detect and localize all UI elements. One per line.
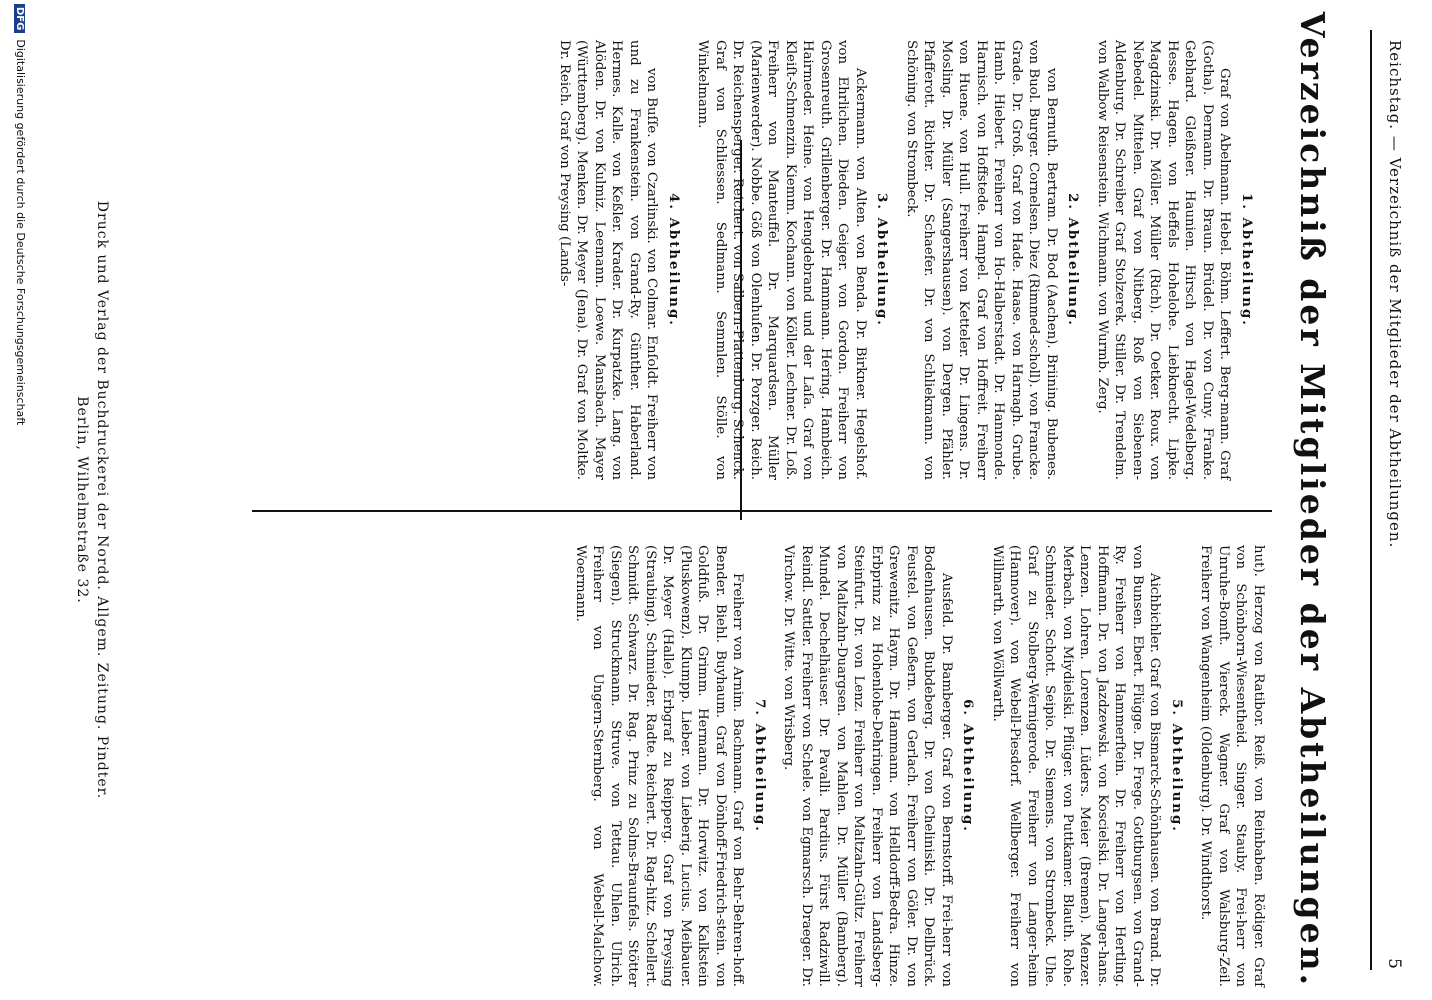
page-title: Verzeichniß der Mitglieder der Abtheilungen.	[1293, 11, 1332, 989]
section-members: von Bernuth. Bertram. Dr. Bod (Aachen). Briining. Bubenes. von Buol. Burger. Cornelsen. Diez (Rimmed-scholl). von Francke. Grade. Dr. Groß. Graf von Hade. Haase. von Harnagh. Grube. Hamb. Hiebert. Freiherr von Ho-Halberstadt. Dr. Hanmonde. Harnisch. von Hoffstede. Hampel. Graf von Hoffreit. Freiherr von Huene. von Hull. Freiherr von Ketteler. Dr. Lingens. Dr. Mosling. Dr. Müller (Sangershausen). von Dergen. Pfähler. Pfafferott. Richter. Dr. Schaefer. Dr. von Schliekmann. von Schöning. von Strombeck.	[904, 40, 1059, 480]
section-members: von Buſſe. von Czarlinski. von Colmar. Enſoldt. Freiherr von und zu Frankenstein. von Grand-Ry. Günther. Haberland. Hermes. Kalle. von Keßler. Krader. Dr. Kurpatzke. Lang. von Alöden. Dr. von Kulmiz. Leemann. Loewe. Mansbach. Mayer (Württemberg). Menken. Dr. Meyer (Jena). Dr. Graf von Moltke. Dr. Reich. Graf von Preysing (Lands-	[557, 40, 660, 480]
right-column	[572, 545, 1268, 987]
running-header	[1380, 40, 1410, 970]
section-heading: 3. Abtheilung.	[874, 193, 890, 327]
dfg-logo: DFG	[14, 4, 25, 33]
section-members: Freiherr von Arnim. Bachmann. Graf von Behr-Behren-hoff. Bender. Biehl. Buyhaum. Graf von Dönhoff-Friedrich-stein. von Goldfuß. Dr. Grimm. Hermann. Dr. Horwitz. von Kalkstein (Pluskowenz). Klumpp. Lieber. von Lieberig. Lucius. Meibauer. Dr. Meyer (Halle). Erbgraf zu Reipperg. Graf von Preysing (Straubing). Schmieder. Radte. Reichert. Dr. Rag-hitz. Schellert. Schmidt. Schwarz. Dr. Rag. Prinz zu Solms-Braunfels. Stötter (Siegen). Struckmann. Struve. von Tettau. Uhlen. Ulrich. Freiherr von Ungern-Sternberg. von Webell-Malchow. Woermann.	[573, 545, 746, 987]
section-heading: 2. Abtheilung.	[1065, 193, 1081, 327]
section-members: Ackermann. von Alten. von Benda. Dr. Birkner. Hegelshof. von Ehrlichen. Dieden. Geiger. von Gordon. Freiherr von Grosenreuth. Grillenberger. Dr. Hammann. Hering. Hambeich. Hairmeder. Heine. von Hengdebrand und der Laſa. Graf von Kleiſt-Schmenzin. Kiemm. Kochann. von Köller. Lechner. Dr. Loß. Freiherr von Manteuffel. Dr. Marquardsen. Müller (Marienwerder). Nobbe. Göß von Olenhuſen. Dr. Porzger. Reich. Dr. Reichensperger. Reichert. von Salbern-Plattenburg. Schenck. Graf von Schliessen. Sedlmann. Semmlen. Stölle. von Winkelmann.	[695, 40, 868, 480]
section-heading: 4. Abtheilung.	[666, 193, 681, 327]
section-members: Ausfeld. Dr. Bamberger. Graf von Bernstorff. Frei-herr von Bodenhausen. Bubdeberg. Dr. von Cheliniski. Dr. Dellbrück. Feustel. von Geßern. von Gerlach. Freiherr von Göler. Dr. von Grewenitz. Haym. Dr. Hammann. von Helldorff-Bedra. Hinze. Erbprinz zu Hohenlohe-Dehringen. Freiherr von Landsberg-Steinfurt. Dr. von Lenz. Freiherr von Maltzahn-Gültz. Freiherr von Maltzahn-Duargsen. von Mahlen. Dr. Müller (Bamberg). Mundel. Dechelhäuser. Dr. Pavalli. Pardius. Fürst Radziwill. Reindl. Sattler. Freiherr von Schele. von Egmarsch. Draeger. Dr. Virchow. Dr. Witte. von Wrisberg.	[781, 545, 954, 987]
imprint-line: Druck und Verlag der Buchdruckerei der Nordd. Allgem. Zeitung. Pindter.	[94, 200, 110, 800]
section-heading: 6. Abtheilung.	[960, 699, 976, 833]
column-divider	[252, 510, 1272, 512]
section-members: Graf von Abelmann. Hebel. Böhm. Leffert. Berg-mann. Graf (Gotha). Dermann. Dr. Braun. Brüdel. Dr. von Cuny. Franke. Gebhard. Gleißner. Haunien. Hirsch von Hagel-Wedelberg. Hesse. Hagen. von Heffels Hohelohe. Liebknecht. Lipke. Magdzinski. Dr. Möller. Müller (Rich). Dr. Oetker. Roux. von Nebedel. Mittelen. Graf von Nitberg. Roß von Siebenen-Aldenburg. Dr. Schreiber Graf Stolzerek. Stiller. Dr. Trendelm. von Walbow Reisenstein. Wichmann. von Wurmb. Zerg.	[1095, 40, 1233, 480]
left-column	[556, 40, 1268, 480]
printer-imprint	[72, 0, 112, 1000]
page-number: 5	[1384, 958, 1404, 970]
section-members-continued: hut). Herzog von Ratibor. Reiß. von Reinbaben. Rödiger. Graf von Schönborn-Wiesentheid. Singer. Stauby. Frei-herr von Unruhe-Bomſt. Viereck. Wagner. Graf von Walsburg-Zeil. Freiherr von Wangenheim (Oldenburg). Dr. Windthorst.	[1198, 545, 1266, 987]
section-heading: 5. Abtheilung.	[1169, 699, 1184, 833]
section-members: Aichbichler. Graf von Bismarck-Schönhausen. von Brand. Dr. von Bunsen. Ebert. Flügge. Dr. Frege. Gottburgsen. von Grand-Ry. Freiherr von Hammerſtein. Dr. Freiherr von Hertling. Hoffmann. Dr. von Jazdzewski. von Koscielski. Dr. Langer-hans. Lenzen. Lohren. Lorenzen. Lüders. Meier (Bremen). Menzer. Merbach. von Miydielski. Pflüger. von Puttkamer. Blauth. Rohe. Schmieder. Schott. Seipio. Dr. Siemens. von Strombeck. Uhe. Graf zu Stolberg-Wernigerode. Freiherr von Langer-heim (Hannover). von Webell-Piesdorf. Wellberger. Freiherr von Willmarth. von Wöllwarth.	[990, 545, 1163, 987]
end-rule	[740, 140, 742, 520]
section-heading: 7. Abtheilung.	[752, 699, 767, 833]
digitization-text: Digitalisierung gefördert durch die Deutsche Forschungsgemeinschaft	[14, 39, 27, 426]
digitization-note	[14, 0, 27, 980]
header-rule	[1370, 30, 1372, 970]
section-heading: 1. Abtheilung.	[1239, 193, 1254, 327]
header-title: Reichstag. — Verzeichniß der Mitglieder der Abtheilungen.	[1386, 40, 1404, 549]
imprint-line: Berlin, Wilhelmstraße 32.	[74, 396, 90, 604]
